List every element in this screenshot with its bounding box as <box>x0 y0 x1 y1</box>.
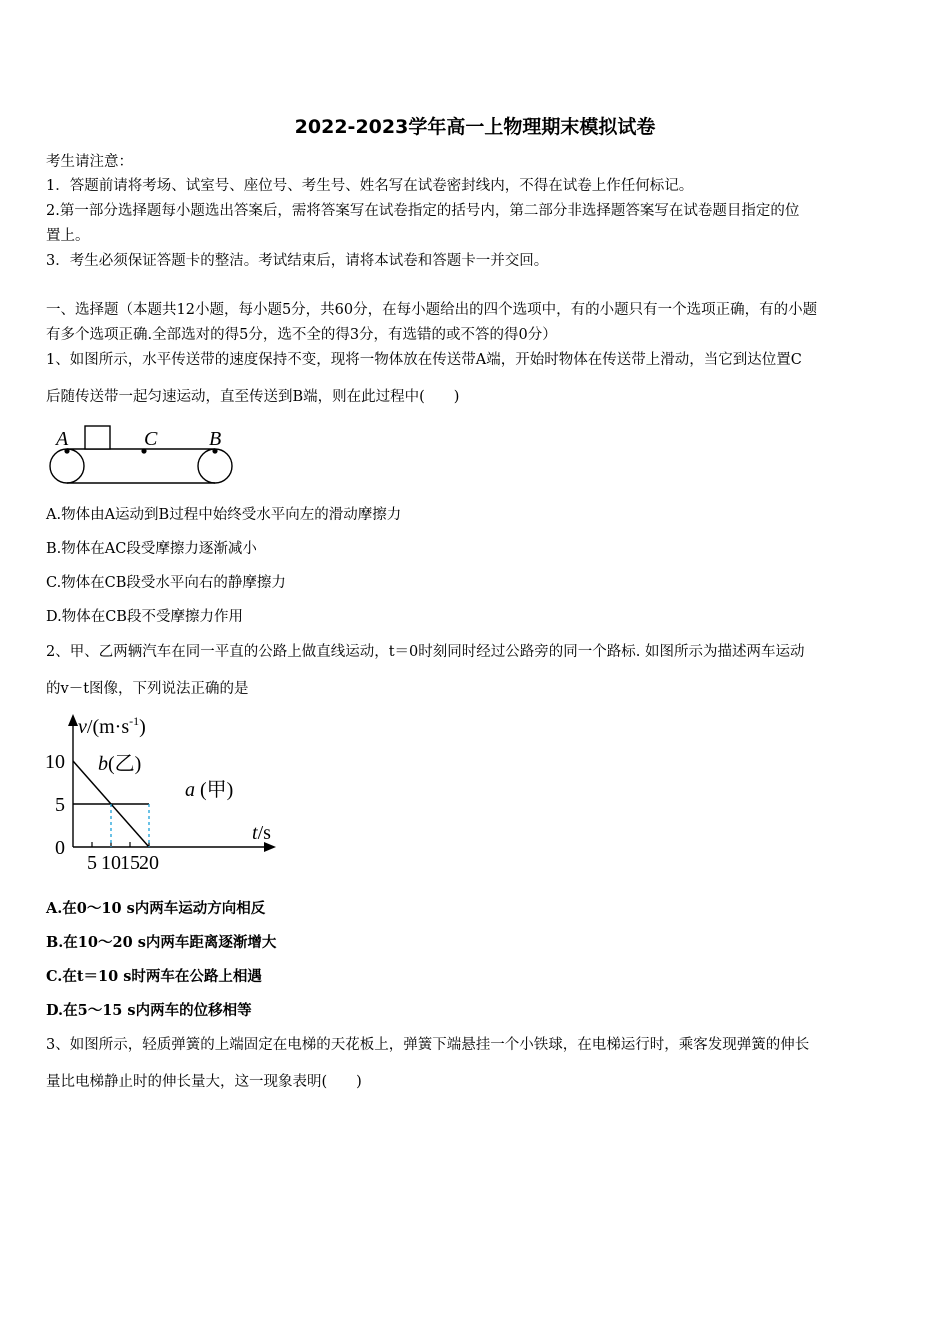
q2-option-b: B.在10～20 s内两车距离逐渐增大 <box>46 934 277 951</box>
x-tick-label: 5 <box>87 852 97 874</box>
y-axis-label: $v/(m\cdot s^{-1})$ <box>78 714 146 738</box>
notice-item-3: 3．考生必须保证答题卡的整洁。考试结束后，请将本试卷和答题卡一并交回。 <box>46 253 549 269</box>
x-tick-label: 10 <box>101 852 121 874</box>
notice-item-2: 2.第一部分选择题每小题选出答案后，需将答案写在试卷指定的括号内，第二部分非选择题答案写在试卷题目指定的位 <box>46 203 800 219</box>
section1-instructions-line1: 一、选择题（本题共12小题，每小题5分，共60分，在每小题给出的四个选项中，有的小题只有一个选项正确，有的小题 <box>46 302 818 318</box>
series-a-label: a (甲) <box>185 779 234 801</box>
x-tick-label: 15 <box>120 852 140 874</box>
y-tick-label: 10 <box>45 751 65 773</box>
y-axis-arrow <box>68 714 78 726</box>
q1-stem-line1: 1、如图所示，水平传送带的速度保持不变，现将一物体放在传送带A端，开始时物体在传送带上滑动，当它到达位置C <box>46 352 802 368</box>
q1-option-a: A.物体由A运动到B过程中始终受水平向左的滑动摩擦力 <box>46 507 402 523</box>
label-a: A <box>56 428 69 450</box>
q3-stem-line2: 量比电梯静止时的伸长量大，这一现象表明( ) <box>46 1074 362 1090</box>
y-tick-label: 0 <box>55 837 65 859</box>
x-axis-label: t/s <box>252 822 271 844</box>
conveyor-belt-figure <box>46 422 240 488</box>
section1-instructions-line2: 有多个选项正确.全部选对的得5分，选不全的得3分，有选错的或不答的得0分） <box>46 327 557 343</box>
page-title: 2022-2023学年高一上物理期末模拟试卷 <box>294 116 656 138</box>
q2-stem-line1: 2、甲、乙两辆汽车在同一平直的公路上做直线运动，t＝0时刻同时经过公路旁的同一个路标. 如图所示为描述两车运动 <box>46 644 805 660</box>
object-block <box>85 426 110 449</box>
notice-heading: 考生请注意： <box>46 154 133 170</box>
notice-item-1: 1．答题前请将考场、试室号、座位号、考生号、姓名写在试卷密封线内，不得在试卷上作任何标记。 <box>46 178 694 194</box>
q2-option-c: C.在t＝10 s时两车在公路上相遇 <box>46 968 262 985</box>
left-pulley <box>50 449 84 483</box>
q1-option-d: D.物体在CB段不受摩擦力作用 <box>46 609 243 625</box>
q1-option-b: B.物体在AC段受摩擦力逐渐减小 <box>46 541 257 557</box>
q1-option-c: C.物体在CB段受水平向右的静摩擦力 <box>46 575 286 591</box>
q2-option-d: D.在5～15 s内两车的位移相等 <box>46 1002 252 1019</box>
q2-option-a: A.在0～10 s内两车运动方向相反 <box>46 900 266 917</box>
label-c: C <box>144 428 158 450</box>
label-b: B <box>209 428 222 450</box>
x-tick-label: 20 <box>139 852 159 874</box>
notice-item-2-cont: 置上。 <box>46 228 90 244</box>
series-b-label: b(乙) <box>98 753 142 775</box>
vt-graph <box>40 708 285 876</box>
q3-stem-line1: 3、如图所示，轻质弹簧的上端固定在电梯的天花板上，弹簧下端悬挂一个小铁球，在电梯运行时，乘客发现弹簧的伸长 <box>46 1037 810 1053</box>
q2-stem-line2: 的v－t图像，下列说法正确的是 <box>46 681 249 697</box>
y-tick-label: 5 <box>55 794 65 816</box>
right-pulley <box>198 449 232 483</box>
q1-stem-line2: 后随传送带一起匀速运动，直至传送到B端，则在此过程中( ) <box>46 389 460 405</box>
